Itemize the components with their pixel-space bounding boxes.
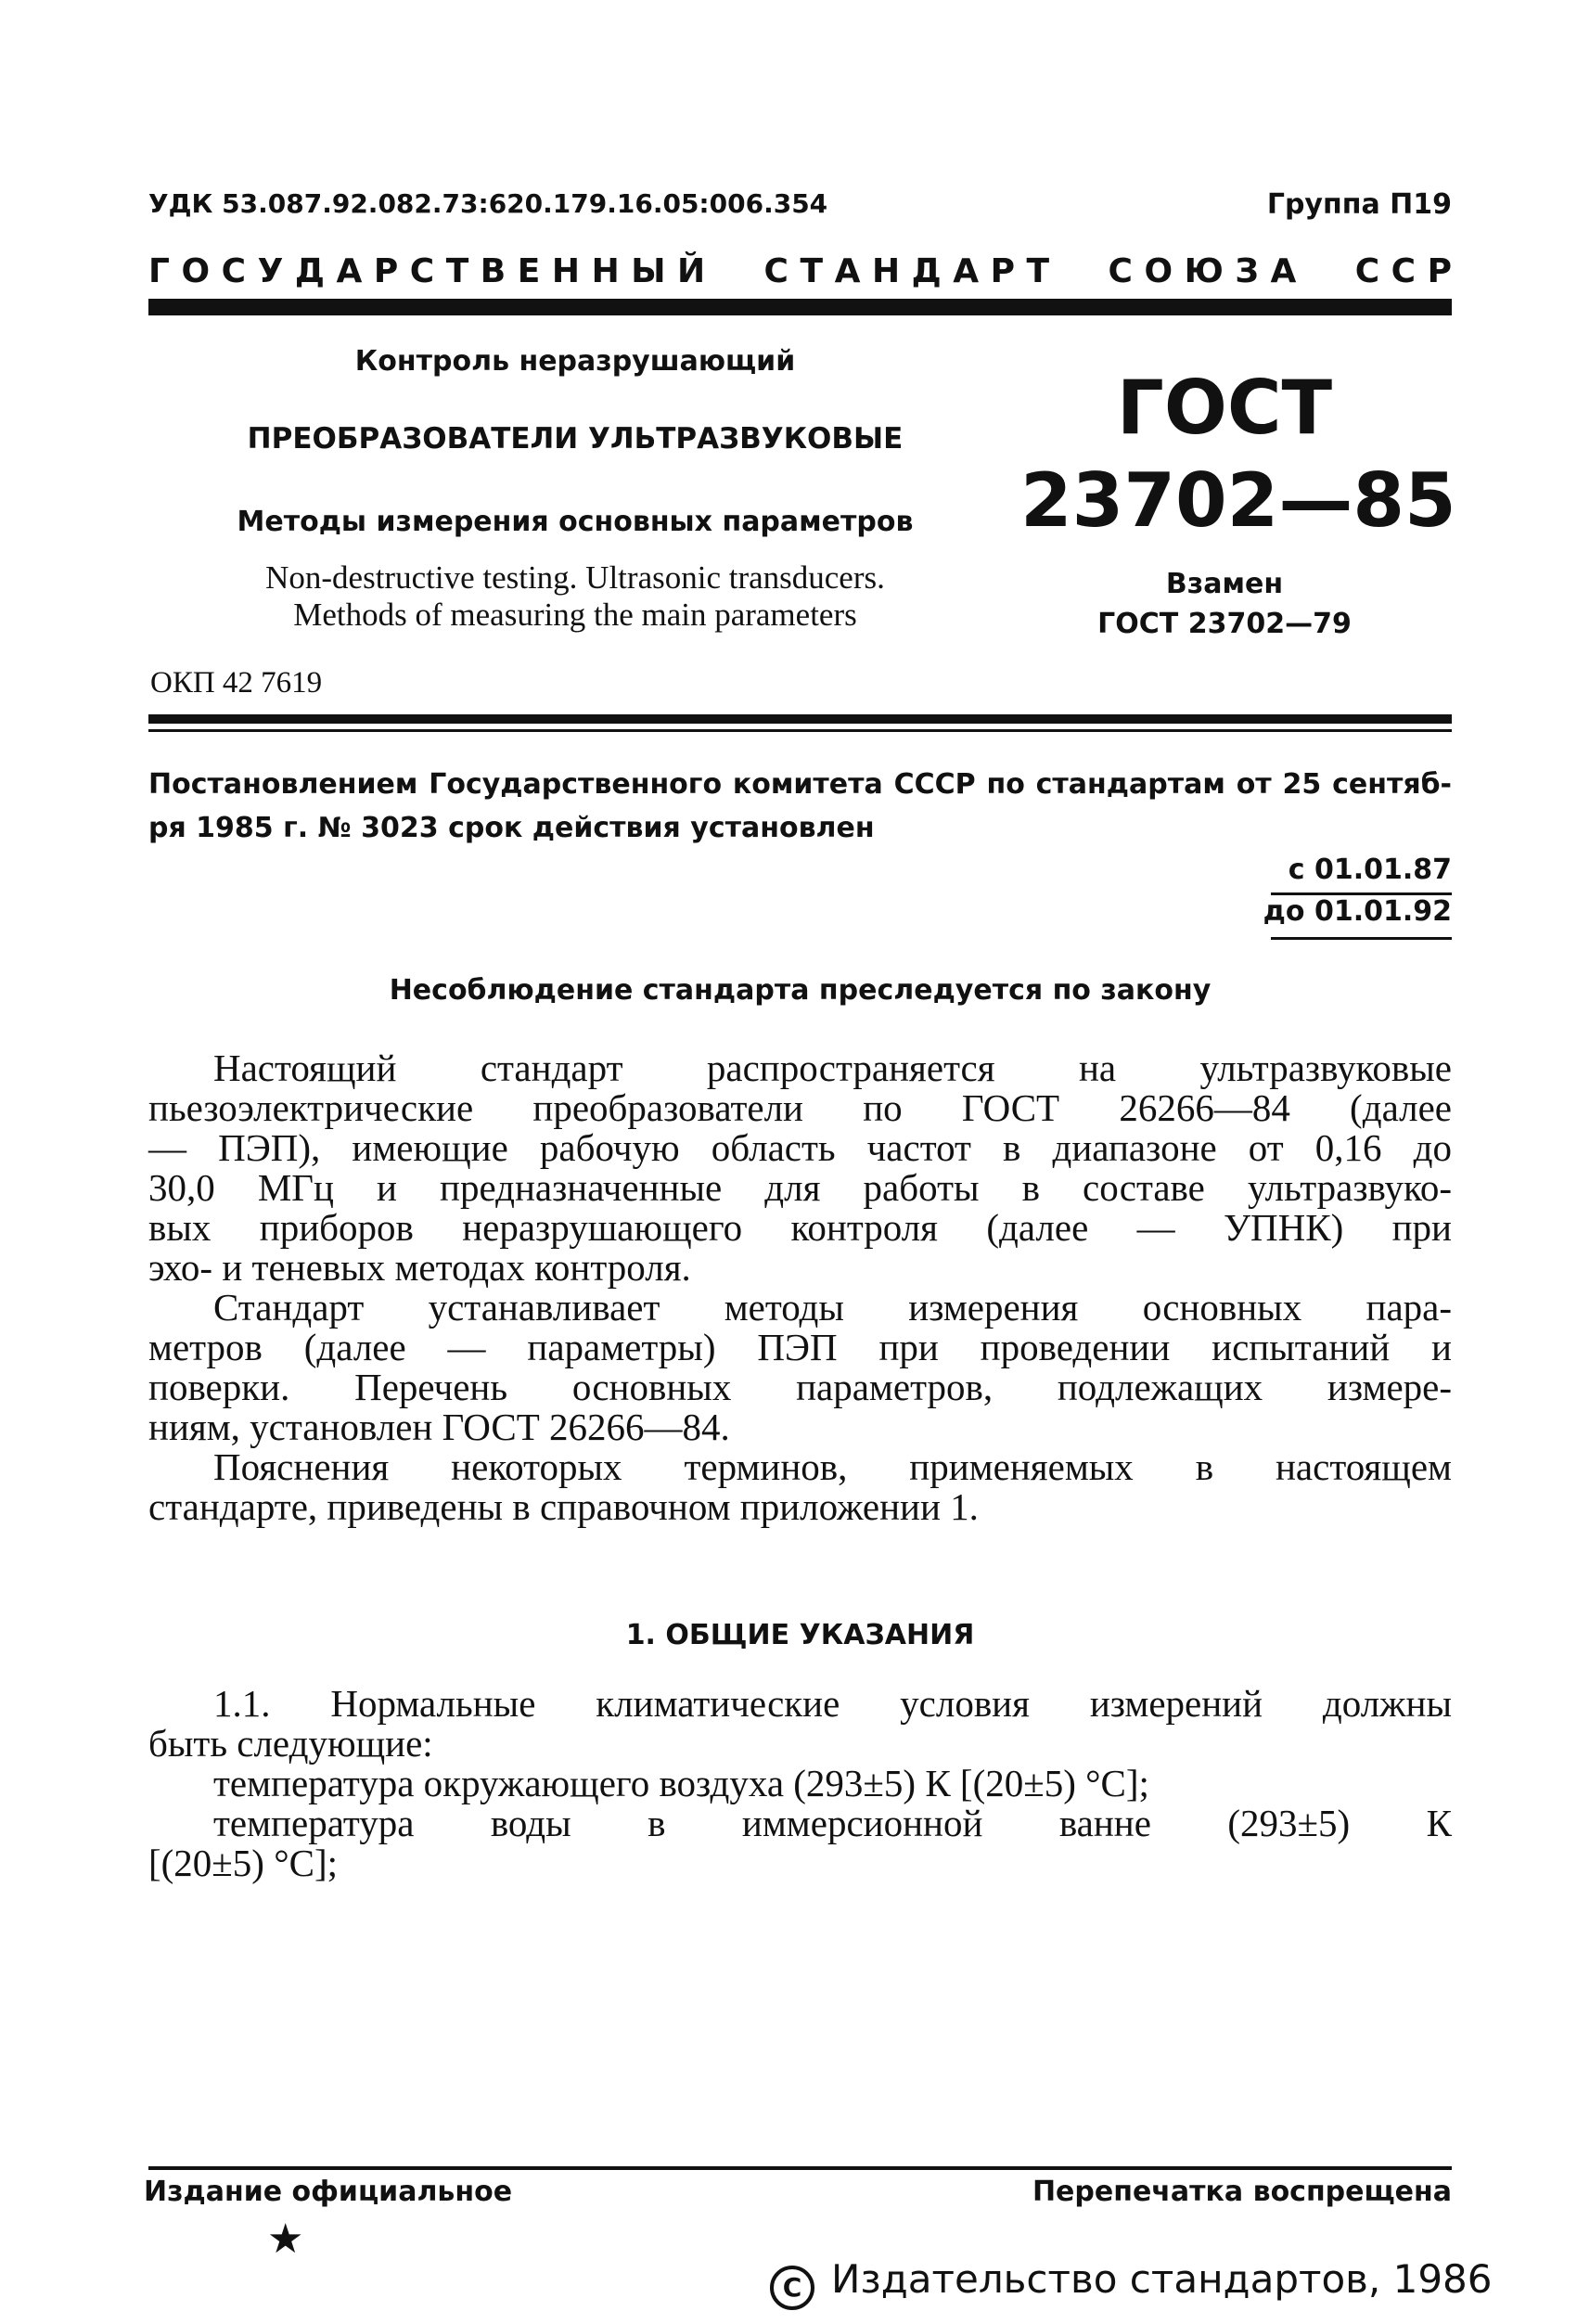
text-line: 30,0 МГц и предназначенные для работы в составе ультразвуко-: [148, 1166, 1452, 1209]
title-rule-thin: [148, 729, 1452, 732]
clause-1-1: [148, 1684, 1452, 1883]
text-line: пьезоэлектрические преобразователи по ГОСТ 26266—84 (далее: [148, 1086, 1452, 1129]
replaces-value: ГОСТ 23702—79: [1097, 608, 1352, 640]
okp-code: ОКП 42 7619: [150, 666, 323, 700]
publisher-line: [770, 2256, 1492, 2310]
date-underline: [1271, 937, 1452, 940]
title-line-3: Методы измерения основных параметров: [237, 506, 914, 538]
text-line: стандарте, приведены в справочном приложении 1.: [148, 1485, 979, 1528]
text-line: температура воды в иммерсионной ванне (293±5) К: [213, 1802, 1452, 1844]
english-title-line-2: Methods of measuring the main parameters: [293, 597, 857, 633]
text-line: вых приборов неразрушающего контроля (далее — УПНК) при: [148, 1206, 1452, 1249]
text-line: поверки. Перечень основных параметров, подлежащих измере-: [148, 1366, 1452, 1408]
title-line-2: ПРЕОБРАЗОВАТЕЛИ УЛЬТРАЗВУКОВЫЕ: [247, 422, 904, 456]
edition-official: Издание официальное: [144, 2176, 513, 2208]
paragraph-2: [148, 1288, 1452, 1447]
text-line: [(20±5) °С];: [148, 1842, 338, 1884]
date-from: с 01.01.87: [1288, 854, 1452, 886]
date-to: до 01.01.92: [1263, 895, 1452, 928]
copyright-icon: C: [770, 2266, 814, 2310]
text-line: 1.1. Нормальные климатические условия измерений должны: [213, 1682, 1452, 1725]
banner-word: С С Р: [1354, 252, 1452, 290]
footer-rule: [148, 2166, 1452, 2170]
law-notice: Несоблюдение стандарта преследуется по закону: [389, 974, 1212, 1007]
reprint-prohibited: Перепечатка воспрещена: [1032, 2176, 1452, 2208]
section-title: 1. ОБЩИЕ УКАЗАНИЯ: [625, 1619, 975, 1651]
gost-number: 23702—85: [1020, 457, 1456, 544]
text-line: эхо- и теневых методах контроля.: [148, 1246, 691, 1289]
paragraph-1: [148, 1048, 1452, 1288]
banner-word: Г О С У Д А Р С Т В Е Н Н Ы Й: [148, 252, 706, 290]
text-line: Пояснения некоторых терминов, применяемых в настоящем: [213, 1445, 1452, 1488]
banner-word: С О Ю З А: [1108, 252, 1297, 290]
state-standard-banner: [148, 252, 1452, 290]
paragraph-3: [148, 1447, 1452, 1527]
decree-line-2: ря 1985 г. № 3023 срок действия установлен: [148, 812, 875, 844]
text-line: ниям, установлен ГОСТ 26266—84.: [148, 1406, 730, 1448]
title-rule-thick: [148, 714, 1452, 724]
text-line: — ПЭП), имеющие рабочую область частот в диапазоне от 0,16 до: [148, 1126, 1452, 1169]
text-line: Настоящий стандарт распространяется на ультразвуковые: [213, 1046, 1452, 1089]
udk-code: УДК 53.087.92.082.73:620.179.16.05:006.354: [148, 188, 828, 219]
banner-word: С Т А Н Д А Р Т: [763, 252, 1050, 290]
title-line-1: Контроль неразрушающий: [354, 345, 796, 378]
group-code: Группа П19: [1266, 188, 1452, 221]
gost-label: ГОСТ: [1116, 365, 1333, 451]
publisher-name: Издательство стандартов, 1986: [831, 2256, 1493, 2302]
text-line: температура окружающего воздуха (293±5) К [(20±5) °С];: [213, 1762, 1149, 1804]
text-line: метров (далее — параметры) ПЭП при проведении испытаний и: [148, 1326, 1452, 1368]
star-icon: ★: [267, 2215, 304, 2263]
text-line: быть следующие:: [148, 1722, 433, 1765]
text-line: Стандарт устанавливает методы измерения основных пара-: [213, 1286, 1452, 1329]
english-title-line-1: Non-destructive testing. Ultrasonic transducers.: [265, 559, 885, 596]
replaces-label: Взамен: [1165, 568, 1284, 600]
decree-line-1: Постановлением Государственного комитета СССР по стандартам от 25 сентяб-: [148, 768, 1452, 801]
header-rule: [148, 299, 1452, 315]
